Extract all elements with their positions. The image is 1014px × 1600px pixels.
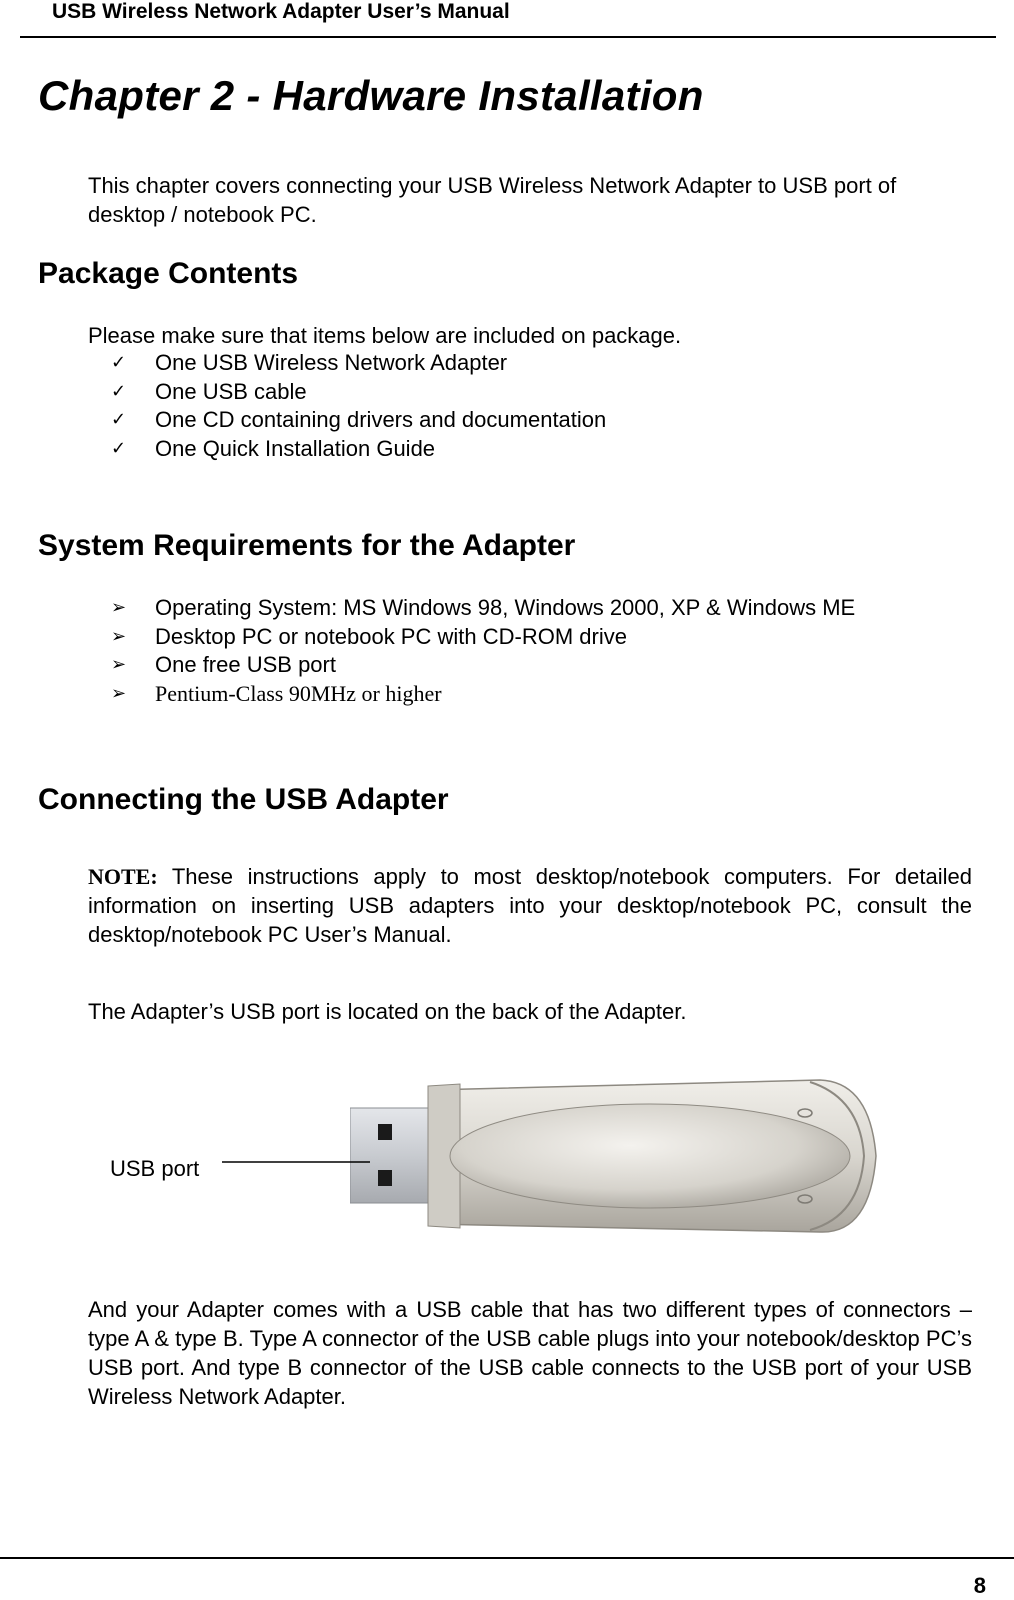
arrowhead-icon: ➢ <box>111 654 127 675</box>
check-icon: ✓ <box>111 409 127 430</box>
list-item: ✓ One USB Wireless Network Adapter <box>111 349 606 378</box>
chapter-intro: This chapter covers connecting your USB Wireless Network Adapter to USB port of desktop / notebook PC. <box>88 173 897 227</box>
list-item: ✓ One USB cable <box>111 378 606 407</box>
port-location-text: The Adapter’s USB port is located on the back of the Adapter. <box>88 999 687 1024</box>
usb-port-callout-label: USB port <box>110 1156 200 1181</box>
running-header: USB Wireless Network Adapter User’s Manual <box>52 0 510 23</box>
list-item: ➢ Operating System: MS Windows 98, Windows 2000, XP & Windows ME <box>111 594 855 623</box>
header-rule <box>20 36 996 38</box>
footer-rule <box>0 1557 1014 1559</box>
package-contents-heading: Package Contents <box>38 257 299 290</box>
arrowhead-icon: ➢ <box>111 597 127 618</box>
connecting-heading: Connecting the USB Adapter <box>38 783 449 816</box>
system-requirements-heading: System Requirements for the Adapter <box>38 529 576 562</box>
check-icon: ✓ <box>111 380 127 402</box>
page-number: 8 <box>973 1573 986 1598</box>
list-item: ➢ Desktop PC or notebook PC with CD-ROM drive <box>111 623 855 652</box>
usb-adapter-image <box>350 1068 880 1246</box>
chapter-title: Chapter 2 - Hardware Installation <box>38 72 704 119</box>
package-contents-lead: Please make sure that items below are included on package. <box>88 323 682 348</box>
system-requirements-list <box>111 594 855 708</box>
usb-port-callout-line <box>222 1160 370 1164</box>
package-contents-list <box>111 349 606 463</box>
note-paragraph <box>88 862 972 949</box>
check-icon: ✓ <box>111 352 127 373</box>
list-item: ➢ One free USB port <box>111 651 855 680</box>
note-label: NOTE: <box>88 864 158 889</box>
cable-paragraph: And your Adapter comes with a USB cable that has two different types of connectors – type A & type B. Type A connector of the USB cable plugs into your notebook/desktop PC’s USB port. And type B connector of the USB cable connects to the USB port of your USB Wireless Network Adapter. <box>88 1297 972 1409</box>
check-icon: ✓ <box>111 437 127 459</box>
list-item: ✓ One CD containing drivers and documentation <box>111 406 606 435</box>
list-item: ✓ One Quick Installation Guide <box>111 435 606 464</box>
arrowhead-icon: ➢ <box>111 682 127 704</box>
note-text: These instructions apply to most desktop/notebook computers. For detailed information on inserting USB adapters into your desktop/notebook PC, consult the desktop/notebook PC User’s Manual. <box>88 864 972 947</box>
list-item: ➢ Pentium-Class 90MHz or higher <box>111 680 855 709</box>
arrowhead-icon: ➢ <box>111 625 127 647</box>
